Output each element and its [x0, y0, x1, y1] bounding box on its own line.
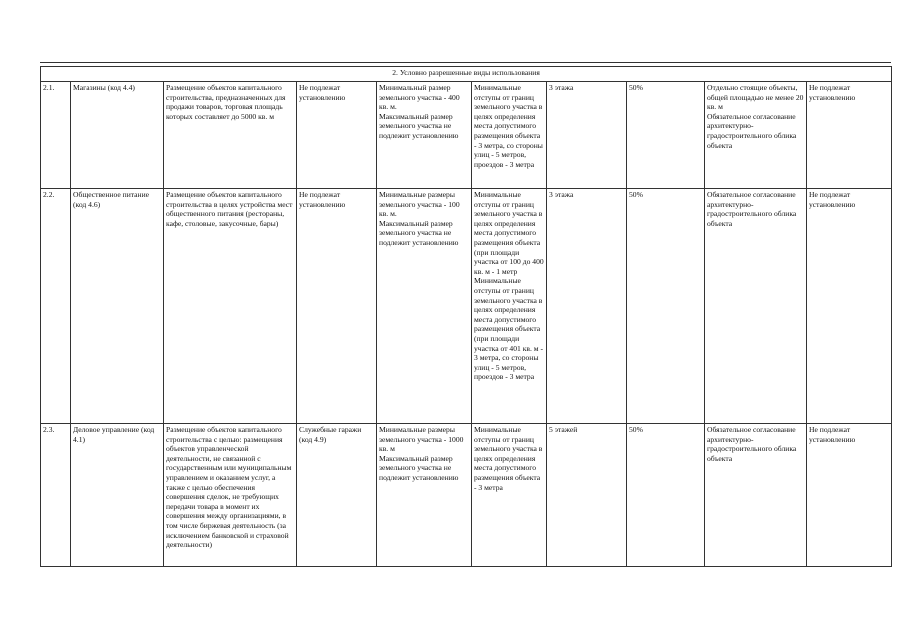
- use-description-cell: Размещение объектов капитального строительства с целью: размещения объектов управленческой деятельности, не связанной с государственным или муниципальным управлением и оказанием услуг, а также с целью обеспечения совершения сделок, не требующих передачи товара в момент их совершения между организациями, в том числе биржевая деятельность (за исключением банковской и страховой деятельности): [164, 424, 297, 567]
- table-row: [41, 424, 892, 567]
- setback-rules-cell: Минимальные отступы от границ земельного участка в целях определения места допустимого размещения объекта (при площади участка от 100 до 400 кв. м - 1 метр Минимальные отступы от границ земельного участка в целях определения места допустимого размещения объекта (при площади участка от 401 кв. м - 3 метра, со стороны улиц - 5 метров, проездов - 3 метра: [472, 189, 547, 424]
- max-coverage-cell: 50%: [627, 424, 705, 567]
- other-params-cell: Обязательное согласование архитектурно-градостроительного облика объекта: [705, 424, 807, 567]
- plot-size-cell: Минимальные размеры земельного участка - 100 кв. м. Максимальный размер земельного участка не подлежит установлению: [377, 189, 472, 424]
- setback-rules-cell: Минимальные отступы от границ земельного участка в целях определения места допустимого размещения объекта - 3 метра: [472, 424, 547, 567]
- use-name-cell: Магазины (код 4.4): [71, 82, 164, 189]
- row-number-cell: 2.2.: [41, 189, 71, 424]
- limits-cell: Не подлежат установлению: [807, 189, 892, 424]
- table-row: [41, 189, 892, 424]
- max-coverage-cell: 50%: [627, 82, 705, 189]
- setback-rules-cell: Минимальные отступы от границ земельного участка в целях определения места допустимого размещения объекта - 3 метра, со стороны улиц - 5 метров, проездов - 3 метра: [472, 82, 547, 189]
- row-number-cell: 2.1.: [41, 82, 71, 189]
- limits-cell: Не подлежат установлению: [807, 424, 892, 567]
- use-name-cell: Деловое управление (код 4.1): [71, 424, 164, 567]
- max-floors-cell: 3 этажа: [547, 189, 627, 424]
- section-title: 2. Условно разрешенные виды использования: [41, 67, 892, 82]
- use-description-cell: Размещение объектов капитального строительства в целях устройства мест общественного питания (рестораны, кафе, столовые, закусочные, бары): [164, 189, 297, 424]
- plot-size-cell: Минимальный размер земельного участка - 400 кв. м. Максимальный размер земельного участка не подлежит установлению: [377, 82, 472, 189]
- limits-cell: Не подлежат установлению: [807, 82, 892, 189]
- use-name-cell: Общественное питание (код 4.6): [71, 189, 164, 424]
- auxiliary-use-cell: Не подлежат установлению: [297, 189, 377, 424]
- section-header-row: [41, 67, 892, 82]
- max-coverage-cell: 50%: [627, 189, 705, 424]
- plot-size-cell: Минимальные размеры земельного участка - 1000 кв. м Максимальный размер земельного участка не подлежит установлению: [377, 424, 472, 567]
- other-params-cell: Обязательное согласование архитектурно-градостроительного облика объекта: [705, 189, 807, 424]
- row-number-cell: 2.3.: [41, 424, 71, 567]
- page-top-rule: [40, 62, 891, 63]
- max-floors-cell: 3 этажа: [547, 82, 627, 189]
- auxiliary-use-cell: Служебные гаражи (код 4.9): [297, 424, 377, 567]
- max-floors-cell: 5 этажей: [547, 424, 627, 567]
- use-description-cell: Размещение объектов капитального строительства, предназначенных для продажи товаров, торговая площадь которых составляет до 5000 кв. м: [164, 82, 297, 189]
- auxiliary-use-cell: Не подлежат установлению: [297, 82, 377, 189]
- other-params-cell: Отдельно стоящие объекты, общей площадью не менее 20 кв. м Обязательное согласование архитектурно-градостроительного облика объекта: [705, 82, 807, 189]
- table-row: [41, 82, 892, 189]
- regulations-table: [40, 66, 892, 567]
